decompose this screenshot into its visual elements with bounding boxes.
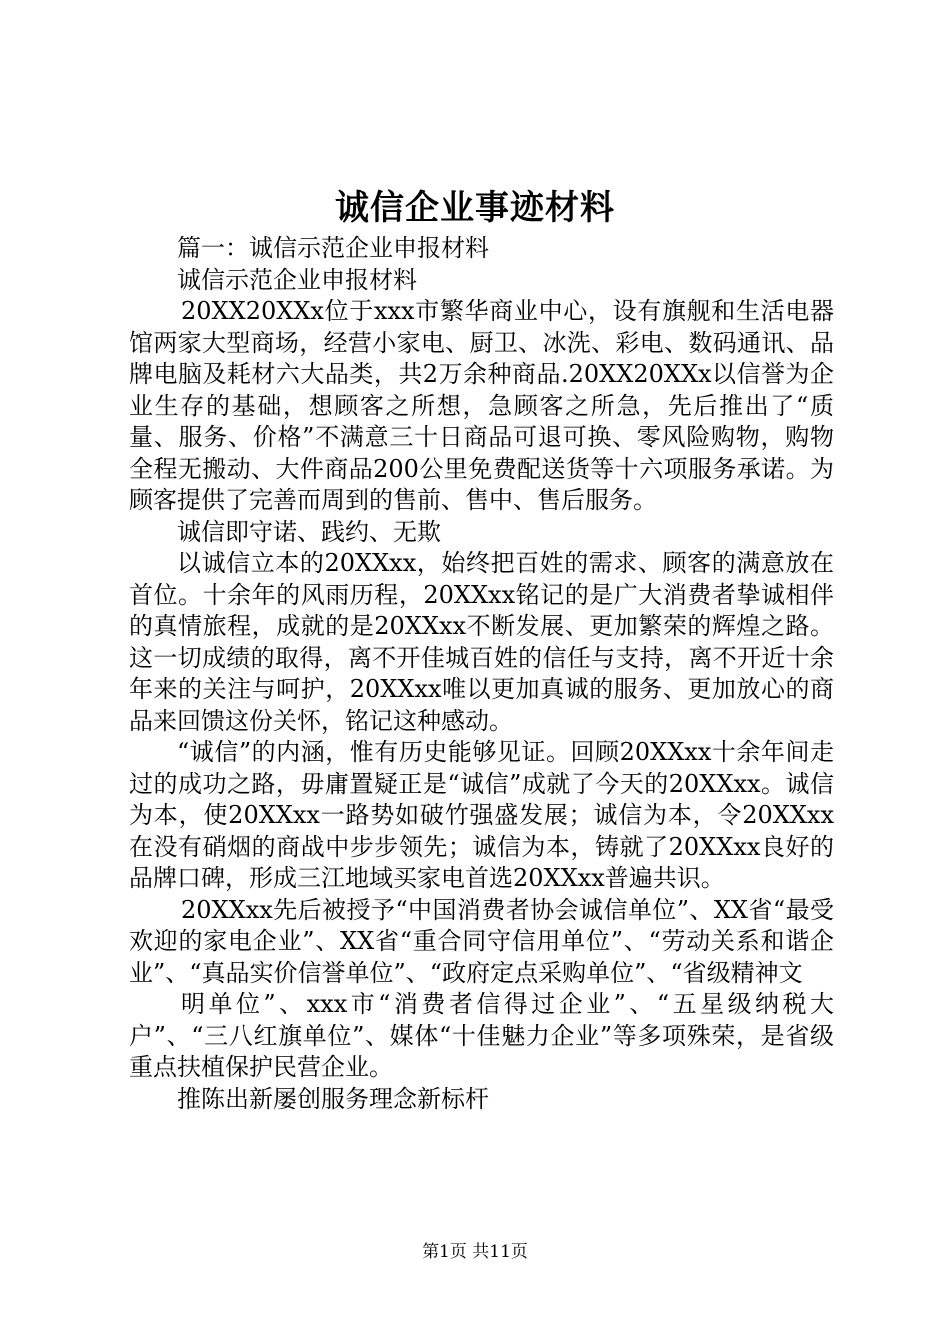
subheading: 推陈出新屡创服务理念新标杆	[177, 1084, 489, 1113]
document-body	[129, 233, 834, 1115]
paragraph: “诚信”的内涵，惟有历史能够见证。回顾20XXxx十余年间走过的成功之路，毋庸置疑正是“诚信”成就了今天的20XXxx。诚信为本，使20XXxx一路势如破竹强盛发展；诚信为本，令20XXxx在没有硝烟的商战中步步领先；诚信为本，铸就了20XXxx良好的品牌口碑，形成三江地域买家电首选20XXxx普遍共识。	[129, 738, 834, 892]
paragraph: 20XXxx先后被授予“中国消费者协会诚信单位”、XX省“最受欢迎的家电企业”、XX省“重合同守信用单位”、“劳动关系和谐企业”、“真品实价信誉单位”、“政府定点采购单位”、“省级精神文	[129, 895, 834, 987]
document-title: 诚信企业事迹材料	[335, 188, 615, 228]
paragraph: 以诚信立本的20XXxx，始终把百姓的需求、顾客的满意放在首位。十余年的风雨历程，20XXxx铭记的是广大消费者挚诚相伴的真情旅程，成就的是20XXxx不断发展、更加繁荣的辉煌之路。这一切成绩的取得，离不开佳城百姓的信任与支持，离不开近十余年来的关注与呵护，20XXxx唯以更加真诚的服务、更加放心的商品来回馈这份关怀，铭记这种感动。	[129, 549, 834, 735]
section-heading: 篇一：诚信示范企业申报材料	[177, 234, 489, 262]
subheading: 诚信即守诺、践约、无欺	[177, 517, 441, 546]
subheading: 诚信示范企业申报材料	[177, 265, 417, 294]
paragraph: 20XX20XXx位于xxx市繁华商业中心，设有旗舰和生活电器馆两家大型商场，经营小家电、厨卫、冰洗、彩电、数码通讯、品牌电脑及耗材六大品类，共2万余种商品.20XX20XXx以信誉为企业生存的基础，想顾客之所想，急顾客之所急，先后推出了“质量、服务、价格”不满意三十日商品可退可换、零风险购物，购物全程无搬动、大件商品200公里免费配送货等十六项服务承诺。为顾客提供了完善而周到的售前、售中、售后服务。	[129, 297, 834, 514]
page-number: 第1页 共11页	[422, 1242, 528, 1262]
paragraph: 明单位”、xxx市“消费者信得过企业”、“五星级纳税大户”、“三八红旗单位”、媒体“十佳魅力企业”等多项殊荣，是省级重点扶植保护民营企业。	[129, 990, 834, 1081]
